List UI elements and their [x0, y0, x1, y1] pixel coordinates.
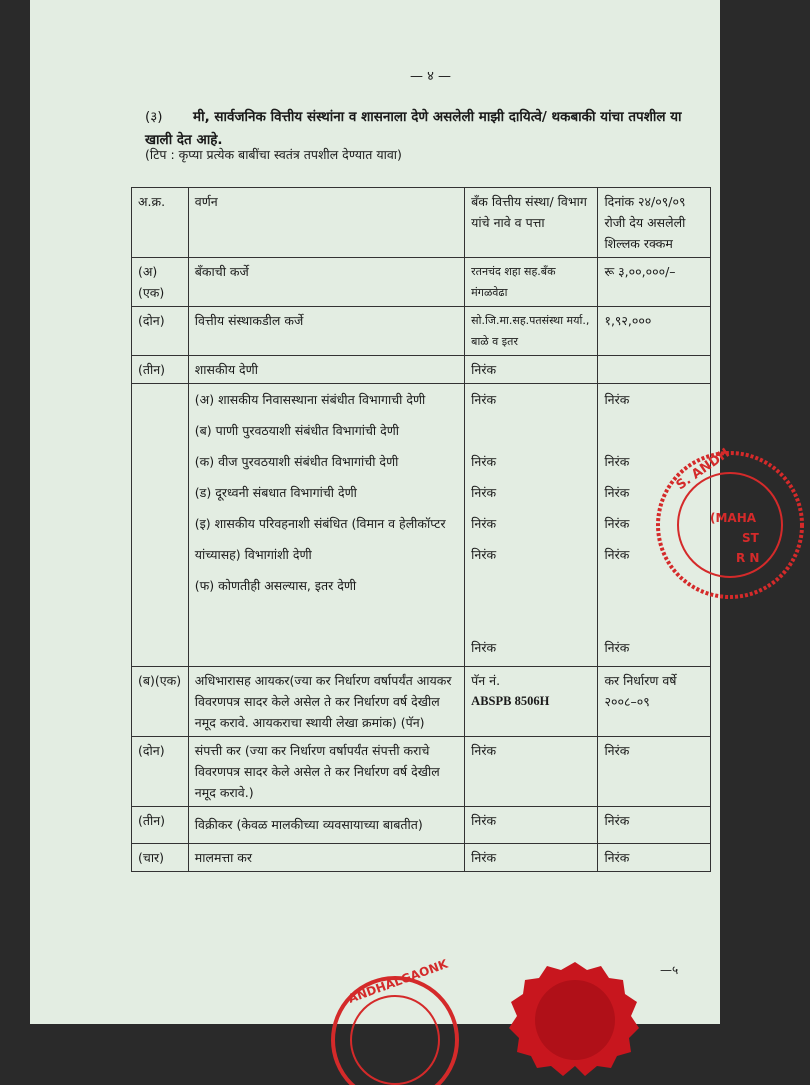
- row-sn: (चार): [132, 844, 189, 872]
- govt-sub-bank: निरंक: [471, 454, 497, 469]
- row-desc: बँकाची कर्जे: [188, 258, 464, 307]
- row-desc: विक्रीकर (केवळ मालकीच्या व्यवसायाच्या बाबतीत): [188, 807, 464, 844]
- govt-sub-bank: निरंक: [471, 392, 497, 407]
- govt-sub-desc: (ड) दूरध्वनी संबधात विभागांची देणी: [194, 485, 357, 500]
- row-amount: निरंक: [598, 737, 711, 807]
- row-desc: वित्तीय संस्थाकडील कर्जे: [188, 307, 464, 356]
- table-header-row: [132, 188, 711, 258]
- row-amount: कर निर्धारण वर्षे २००८–०९: [598, 667, 711, 737]
- row-bank: निरंक: [465, 356, 598, 384]
- svg-text:ST: ST: [742, 531, 759, 545]
- row-sn: [132, 384, 189, 667]
- continuation-mark: —५: [660, 963, 679, 977]
- section-number: (३): [145, 109, 163, 125]
- row-desc: संपत्ती कर (ज्या कर निर्धारण वर्षापर्यंत संपत्ती कराचे विवरणपत्र सादर केले असेल ते कर निर्धारण वर्ष देखील नमूद करावे.): [188, 737, 464, 807]
- rubber-stamp-seal-bottom: [320, 956, 470, 1085]
- row-amount: १,९२,०००: [598, 307, 711, 356]
- govt-sub-desc: (अ) शासकीय निवासस्थाना संबंधीत विभागाची देणी: [194, 392, 426, 407]
- govt-sub-bank: निरंक: [471, 516, 497, 531]
- table-row: [132, 258, 711, 307]
- pan-label: पॅन नं.: [471, 673, 501, 688]
- row-bank: निरंक: [465, 844, 598, 872]
- row-bank: रतनचंद शहा सह.बँक मंगळवेढा: [465, 258, 598, 307]
- svg-text:R N: R N: [736, 551, 760, 565]
- govt-sub-desc: (ब) पाणी पुरवठयाशी संबंधीत विभागांची देणी: [194, 423, 400, 438]
- row-amount: निरंक: [598, 844, 711, 872]
- row-sn: (दोन): [132, 737, 189, 807]
- govt-sub-amount: निरंक: [604, 640, 630, 655]
- row-sn: (अ)(एक): [132, 258, 189, 307]
- row-desc: मालमत्ता कर: [188, 844, 464, 872]
- row-desc: अधिभारासह आयकर(ज्या कर निर्धारण वर्षापर्यंत आयकर विवरणपत्र सादर केले असेल ते कर निर्धारण वर्ष देखील नमूद करावे. आयकराचा स्थायी लेखा क्रमांक) (पॅन): [188, 667, 464, 737]
- govt-sub-amount: निरंक: [604, 392, 630, 407]
- govt-sub-desc: (इ) शासकीय परिवहनाशी संबंधित (विमान व हेलीकॉप्टर यांच्यासह) विभागांशी देणी: [194, 516, 446, 562]
- govt-sub-bank: निरंक: [471, 485, 497, 500]
- table-row: [132, 307, 711, 356]
- govt-sub-bank: निरंक: [471, 547, 497, 562]
- table-row: [132, 844, 711, 872]
- header-amount: दिनांक २४/०९/०९ रोजी देय असलेली शिल्लक रक्कम: [598, 188, 711, 258]
- govt-sub-bank: निरंक: [471, 640, 497, 655]
- wax-seal: [505, 958, 645, 1078]
- rubber-stamp-seal-right: [650, 440, 810, 610]
- section-note: (टिप : कृप्या प्रत्येक बाबींचा स्वतंत्र तपशील देण्यात यावा): [145, 147, 402, 162]
- govt-sub-amount: निरंक: [604, 485, 630, 500]
- row-desc: शासकीय देणी: [188, 356, 464, 384]
- page-number: — ४ —: [410, 69, 452, 84]
- row-amount: निरंक: [598, 807, 711, 844]
- row-amount: [598, 356, 711, 384]
- govt-sub-desc: (फ) कोणतीही असल्यास, इतर देणी: [194, 578, 357, 593]
- pan-number: ABSPB 8506H: [471, 694, 550, 708]
- row-bank: निरंक: [465, 807, 598, 844]
- govt-sub-desc: (क) वीज पुरवठयाशी संबंधीत विभागांची देणी: [194, 454, 399, 469]
- row-sn: (तीन): [132, 356, 189, 384]
- govt-sub-bank-cell: [465, 384, 598, 667]
- row-sn: (ब)(एक): [132, 667, 189, 737]
- header-description: वर्णन: [188, 188, 464, 258]
- table-row: [132, 356, 711, 384]
- row-bank: [465, 667, 598, 737]
- row-bank: निरंक: [465, 737, 598, 807]
- govt-sub-amount: निरंक: [604, 516, 630, 531]
- govt-sub-desc-cell: [188, 384, 464, 667]
- govt-sub-amount: निरंक: [604, 454, 630, 469]
- govt-sub-amount: निरंक: [604, 547, 630, 562]
- row-bank: सो.जि.मा.सह.पतसंस्था मर्या., बाळे व इतर: [465, 307, 598, 356]
- row-sn: (तीन): [132, 807, 189, 844]
- table-row: [132, 737, 711, 807]
- svg-text:(MAHA: (MAHA: [710, 511, 757, 525]
- svg-text:ANDHALGAONK: ANDHALGAONK: [346, 956, 450, 1006]
- row-sn: (दोन): [132, 307, 189, 356]
- svg-text:S. ANDH: S. ANDH: [673, 445, 733, 494]
- section-heading-text: मी, सार्वजनिक वित्तीय संस्थांना व शासनाला देणे असलेली माझी दायित्वे/ थकबाकी यांचा तपशील या खाली देत आहे.: [145, 109, 682, 148]
- table-row: [132, 807, 711, 844]
- liabilities-table: [131, 187, 711, 872]
- row-amount: रू ३,००,०००/–: [598, 258, 711, 307]
- header-sn: अ.क्र.: [132, 188, 189, 258]
- table-row-govt-sub: [132, 384, 711, 667]
- header-bank: बँक वित्तीय संस्था/ विभाग यांचे नावे व पत्ता: [465, 188, 598, 258]
- table-row: [132, 667, 711, 737]
